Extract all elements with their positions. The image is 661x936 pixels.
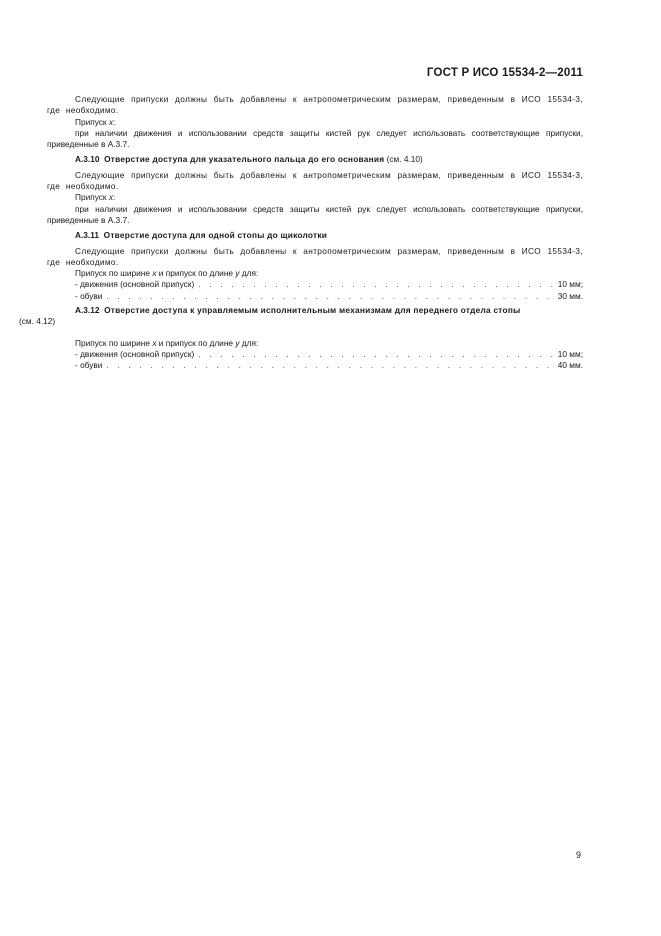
page-number: 9 (575, 850, 581, 860)
section-title: Отверстие доступа для одной стопы до щиколотки (103, 230, 328, 241)
section-number: А.3.10 (75, 154, 100, 165)
paragraph-allowances-intro-2: Следующие припуски должны быть добавлены к антропометрическим размерам, приведенным в ИСО 15534-3, где необходимо. (47, 169, 583, 192)
document-body (19, 94, 583, 372)
section-ref: (см. 4.10) (386, 154, 423, 165)
section-ref: (см. 4.12) (19, 316, 56, 327)
paragraph-allowance-x-2: Припуск x: (75, 192, 116, 203)
paragraph-allowances-intro-1: Следующие припуски должны быть добавлены к антропометрическим размерам, приведенным в ИСО 15534-3, где необходимо. (47, 94, 583, 116)
section-title: Отверстие доступа для указательного пальца до его основания (104, 154, 385, 165)
section-heading-a310 (47, 154, 583, 165)
paragraph-allowance-xy-2: Припуск по ширине x и припуск по длине y для: (75, 337, 259, 348)
leader-row-shoes-1: - обуви . . . 30 мм. (47, 291, 583, 302)
document-header: ГОСТ Р ИСО 15534-2—2011 (426, 67, 583, 79)
section-number: А.3.11 (75, 230, 99, 241)
paragraph-allowance-xy-1: Припуск по ширине x и припуск по длине y для: (75, 268, 259, 279)
section-heading-a312 (19, 305, 583, 328)
paragraph-allowance-note-1: при наличии движения и использовании средств защиты кистей рук следует использовать соответствующие припуски, приведенные в А.3.7. (47, 127, 583, 150)
paragraph-allowances-intro-3: Следующие припуски должны быть добавлены к антропометрическим размерам, приведенным в ИСО 15534-3, где необходимо. (47, 245, 583, 267)
section-number: А.3.12 (75, 305, 100, 316)
leader-row-movement-1: - движения (основной припуск) . . . 10 мм; (47, 279, 583, 290)
paragraph-allowance-x-1: Припуск x: (75, 116, 116, 127)
leader-row-movement-2: - движения (основной припуск) . . . 10 мм; (47, 349, 583, 360)
section-heading-a311 (47, 230, 583, 241)
paragraph-allowance-note-2: при наличии движения и использовании средств защиты кистей рук следует использовать соответствующие припуски, приведенные в А.3.7. (47, 203, 583, 225)
section-title: Отверстие доступа к управляемым исполнительным механизмам для переднего отдела стопы (104, 305, 521, 316)
leader-row-shoes-2: - обуви . . . 40 мм. (47, 360, 583, 371)
